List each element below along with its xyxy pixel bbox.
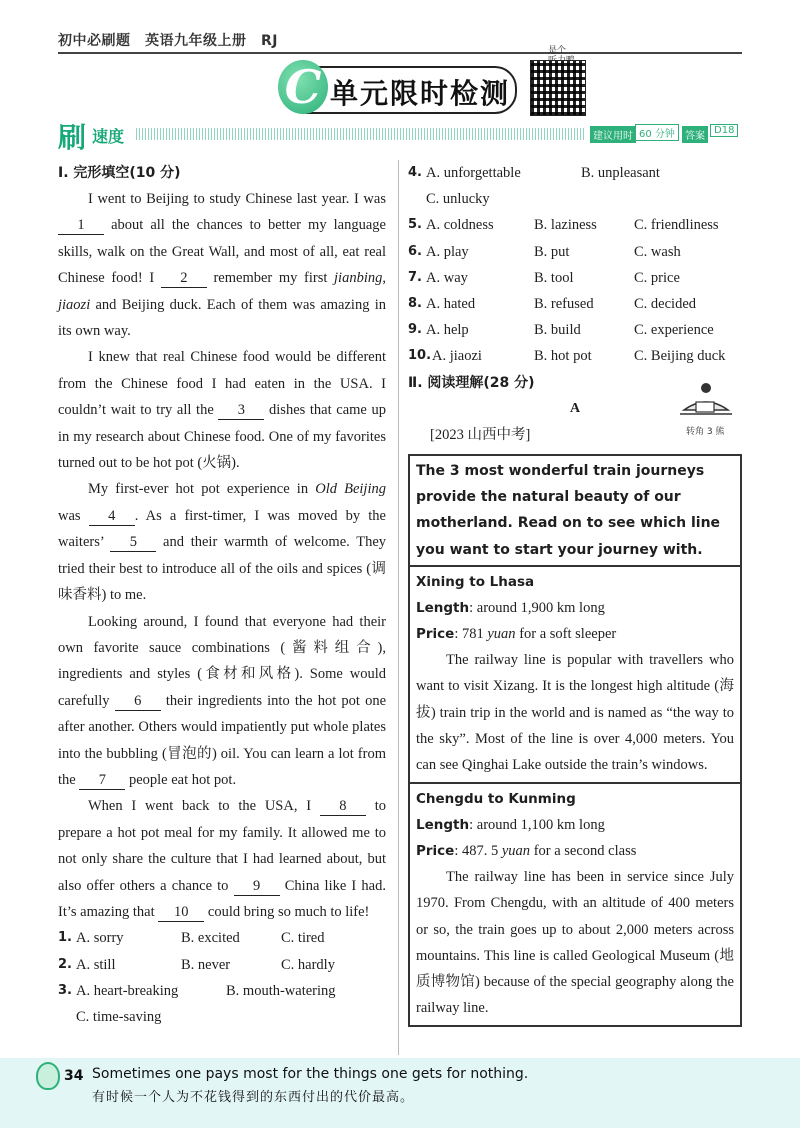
text: to prepare a hot pot meal for my family. It allowed me to not only share the culture that I had learned about, but also offer others a chance to xyxy=(58,798,386,894)
option-b[interactable]: B. hot pot xyxy=(534,348,592,365)
option-b[interactable]: B. excited xyxy=(181,930,240,947)
option-row-3 xyxy=(58,978,386,1004)
blank-7: 7 xyxy=(79,771,125,790)
text: about all the chances to better my language skills, walk on the Great Wall, and most of all, eat real Chinese food! I xyxy=(58,217,386,287)
question-number: 3. xyxy=(58,982,72,998)
question-number: 2. xyxy=(58,956,72,972)
length-value: : around 1,900 km long xyxy=(469,600,605,617)
time-tag: 建议用时 xyxy=(590,126,636,143)
speed-big-label: 刷 xyxy=(58,121,87,154)
qr-label-line1: 是个 xyxy=(548,46,567,56)
question-number: 1. xyxy=(58,930,72,946)
reading-intro: The 3 most wonderful train journeys provide the natural beauty of our motherland. Read on to see which line you want to start your journey with. xyxy=(410,456,740,568)
option-c[interactable]: C. friendliness xyxy=(634,217,719,234)
banner-letter: C xyxy=(278,60,328,114)
question-number: 6. xyxy=(408,243,422,259)
option-b[interactable]: B. build xyxy=(534,322,581,339)
question-number: 10. xyxy=(408,348,432,364)
option-row-1 xyxy=(58,925,386,951)
length-label: Length xyxy=(416,600,470,617)
price-label: Price xyxy=(416,843,455,860)
text: When I went back to the USA, I xyxy=(88,798,320,815)
quote-chinese: 有时候一个人为不花钱得到的东西付出的代价最高。 xyxy=(92,1090,415,1105)
line-title: Xining to Lhasa xyxy=(416,574,535,591)
column-divider xyxy=(398,160,399,1055)
answer-page: D18 xyxy=(710,124,738,137)
price-unit: yuan xyxy=(501,843,531,860)
balloon-icon xyxy=(36,1062,60,1090)
option-row-4 xyxy=(408,160,742,186)
blank-1: 1 xyxy=(58,216,104,235)
option-row-3b xyxy=(58,1004,386,1030)
right-column xyxy=(408,160,742,1027)
question-number: 8. xyxy=(408,296,422,312)
option-b[interactable]: B. tool xyxy=(534,269,574,286)
blank-3: 3 xyxy=(218,401,264,420)
section2-title: Ⅱ. 阅读理解(28 分) xyxy=(408,374,535,391)
question-number: 5. xyxy=(408,217,422,233)
blank-9: 9 xyxy=(234,877,280,896)
speed-bar xyxy=(136,128,584,140)
passage-label: A xyxy=(569,400,581,416)
text: I went to Beijing to study Chinese last year. I was xyxy=(88,191,386,207)
text: was xyxy=(58,507,89,524)
text: and Beijing duck. Each of them was amazing in its own way. xyxy=(58,296,386,340)
cartoon-label: 转角 3 熊 xyxy=(686,427,725,437)
qr-code-icon[interactable] xyxy=(530,60,586,116)
option-b[interactable]: B. refused xyxy=(534,296,594,313)
question-number: 9. xyxy=(408,322,422,338)
blank-8: 8 xyxy=(320,797,366,816)
text: could bring so much to life! xyxy=(204,903,370,920)
option-row-2 xyxy=(58,952,386,978)
line-length xyxy=(416,812,734,838)
indent-spacer xyxy=(408,186,426,212)
time-value: 60 分钟 xyxy=(635,124,679,141)
text: I knew that real Chinese food would be different from the Chinese food I had eaten in the USA. I couldn’t wait to try all the xyxy=(58,349,386,419)
option-a[interactable]: A. sorry xyxy=(76,930,124,947)
header-divider xyxy=(58,52,742,54)
price-value: : 487. 5 xyxy=(454,843,502,860)
option-a[interactable]: A. play xyxy=(426,243,469,260)
option-c[interactable]: C. experience xyxy=(634,322,714,339)
italic-word: jiaozi xyxy=(58,296,91,313)
cloze-paragraph-2 xyxy=(58,344,386,476)
option-c[interactable]: C. Beijing duck xyxy=(634,348,726,365)
option-row-5 xyxy=(408,212,742,238)
blank-2: 2 xyxy=(161,269,207,288)
text: . As a first-timer, I was moved by the waiters’ xyxy=(58,507,386,551)
italic-word: Old Beijing xyxy=(315,481,386,498)
text: remember my first xyxy=(206,270,335,287)
option-b[interactable]: B. mouth-watering xyxy=(226,982,336,999)
option-row-7 xyxy=(408,265,742,291)
italic-word: jianbing xyxy=(334,270,383,287)
length-label: Length xyxy=(416,817,470,834)
cloze-paragraph-5 xyxy=(58,793,386,925)
option-b[interactable]: B. never xyxy=(181,956,231,973)
option-a[interactable]: A. still xyxy=(76,956,116,973)
cloze-paragraph-3 xyxy=(58,476,386,608)
text: My first-ever hot pot experience in xyxy=(88,481,316,498)
speed-small-label: 速度 xyxy=(92,127,125,146)
option-row-6 xyxy=(408,239,742,265)
answer-tag: 答案 xyxy=(682,126,708,143)
indent-spacer xyxy=(58,1004,76,1030)
line-length xyxy=(416,595,734,621)
option-a[interactable]: A. coldness xyxy=(426,217,494,234)
text: , xyxy=(382,270,386,287)
source-tag: [2023 山西中考] xyxy=(430,426,531,443)
option-c[interactable]: C. unlucky xyxy=(426,191,490,208)
option-c[interactable]: C. hardly xyxy=(281,956,335,973)
text: their ingredients into the hot pot one after another. Others would impatiently put whole plates into the bubbling (冒泡的) oil. You can learn a lot from the xyxy=(58,692,387,788)
reading-box xyxy=(408,454,742,1028)
line-description: The railway line has been in service since July 1970. From Chengdu, with an altitude of 400 meters or so, the train goes up to about 2,000 meters across mountains. This line is called Geological Museum (地质博物馆) because of the special geography along the railway line. xyxy=(416,869,734,1017)
cloze-paragraph-1 xyxy=(58,186,386,344)
text: China like I had. It’s amazing that xyxy=(58,877,386,920)
page-number: 34 xyxy=(64,1068,84,1084)
left-column xyxy=(58,160,386,1030)
option-row-8 xyxy=(408,291,742,317)
option-a[interactable]: A. jiaozi xyxy=(432,348,482,365)
option-c[interactable]: C. wash xyxy=(634,243,681,260)
price-value: : 781 xyxy=(454,626,488,643)
length-value: : around 1,100 km long xyxy=(469,817,605,834)
blank-10: 10 xyxy=(158,903,204,922)
cloze-paragraph-4 xyxy=(58,609,386,794)
line-price xyxy=(416,621,734,647)
text: dishes that came up in my research about Chinese food. One of my favorites turned out to be hot pot (火锅). xyxy=(58,402,386,472)
blank-5: 5 xyxy=(110,533,156,552)
section1-title: Ⅰ. 完形填空(10 分) xyxy=(58,165,181,181)
train-line-1 xyxy=(410,567,740,784)
banner-title: 单元限时检测 xyxy=(330,77,511,110)
option-c[interactable]: C. price xyxy=(634,269,680,286)
option-a[interactable]: A. way xyxy=(426,269,468,286)
option-a[interactable]: A. heart-breaking xyxy=(76,982,179,999)
cartoon-icon xyxy=(676,380,736,420)
question-number: 4. xyxy=(408,165,422,180)
text: people eat hot pot. xyxy=(125,771,237,788)
option-c[interactable]: C. decided xyxy=(634,296,697,313)
option-b[interactable]: B. laziness xyxy=(534,217,597,234)
text: and their warmth of welcome. They tried their best to introduce all of the oils and spices (调味香料) to me. xyxy=(58,534,387,604)
price-note: for a second class xyxy=(530,843,637,860)
option-c[interactable]: C. time-saving xyxy=(76,1008,162,1025)
option-b[interactable]: B. put xyxy=(534,243,570,260)
option-c[interactable]: C. tired xyxy=(281,930,325,947)
option-b[interactable]: B. unpleasant xyxy=(581,165,660,181)
text: Looking around, I found that everyone had their own favorite sauce combinations (酱料组合), ingredients and styles (食材和风格). Some would carefully xyxy=(58,613,386,709)
option-row-4b xyxy=(408,186,742,212)
price-note: for a soft sleeper xyxy=(515,626,617,643)
question-number: 7. xyxy=(408,269,422,285)
option-row-9 xyxy=(408,317,742,343)
price-label: Price xyxy=(416,626,455,643)
option-a[interactable]: A. help xyxy=(426,322,469,339)
line-description: The railway line is popular with travellers who want to visit Xizang. It is the longest high altitude (海拔) train trip in the world and is named as “the way to the sky”. Most of the line is over 4,000 meters. You can see Qinghai Lake outside the train’s windows. xyxy=(416,652,734,774)
train-line-2 xyxy=(410,784,740,1025)
option-row-10 xyxy=(408,343,742,369)
line-title: Chengdu to Kunming xyxy=(416,791,576,808)
book-title: 初中必刷题 英语九年级上册 RJ xyxy=(58,33,278,49)
option-a[interactable]: A. hated xyxy=(426,296,476,313)
blank-4: 4 xyxy=(89,507,135,526)
quote-english: Sometimes one pays most for the things one gets for nothing. xyxy=(92,1066,529,1082)
blank-6: 6 xyxy=(115,692,161,711)
option-a[interactable]: A. unforgettable xyxy=(426,165,521,181)
price-unit: yuan xyxy=(487,626,516,643)
line-price xyxy=(416,838,734,864)
